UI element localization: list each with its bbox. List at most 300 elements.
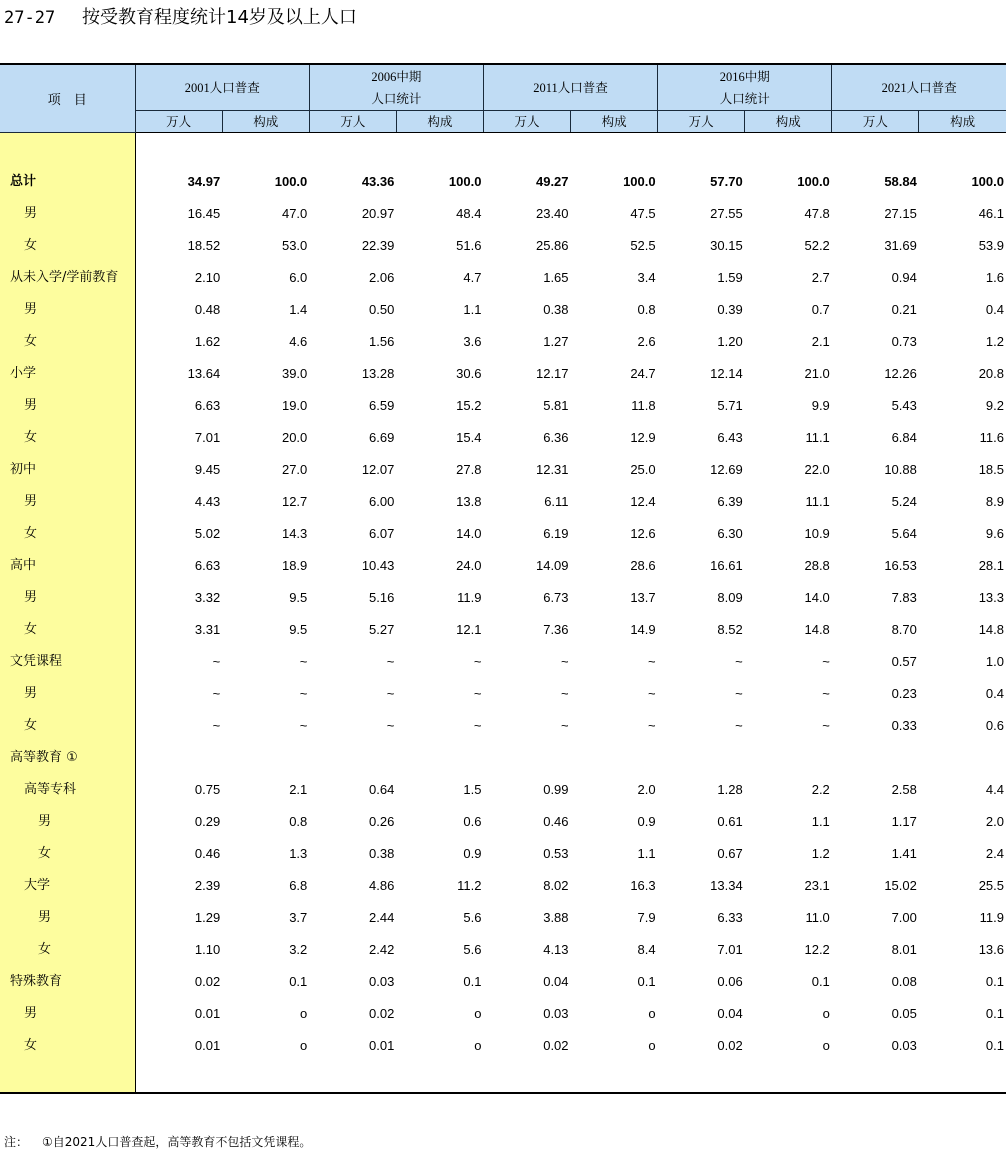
- share-value-cell: [396, 742, 483, 774]
- value-cell: [222, 1062, 309, 1093]
- group-header: [309, 64, 483, 111]
- population-value-cell: 0.48: [194, 302, 221, 317]
- population-value-cell: 6.59: [369, 398, 395, 413]
- population-value-cell: 8.01: [891, 942, 917, 957]
- population-value-cell: 1.29: [194, 910, 221, 925]
- population-value-cell: 4.43: [194, 494, 221, 509]
- share-value-cell: o: [474, 1006, 482, 1021]
- population-value-cell: 3.32: [194, 590, 221, 605]
- footnote-prefix: 注：: [4, 1135, 29, 1149]
- population-value-cell: 3.31: [194, 622, 221, 637]
- share-value-cell: 27.0: [281, 462, 308, 477]
- share-value-cell: 0.6: [985, 718, 1004, 733]
- population-value-cell: ~: [560, 654, 569, 669]
- population-value-cell: 6.69: [369, 430, 395, 445]
- sub-header-unit: 万人: [483, 111, 570, 133]
- row-label: 特殊教育: [0, 966, 135, 998]
- share-value-cell: 14.8: [978, 622, 1004, 637]
- table-row: [0, 518, 1006, 550]
- population-value-cell: 2.39: [194, 878, 221, 893]
- table-row: [0, 166, 1006, 198]
- row-label: 男: [0, 902, 135, 934]
- table-row: [0, 550, 1006, 582]
- population-value-cell: 5.43: [891, 398, 917, 413]
- share-value-cell: 6.8: [289, 878, 308, 893]
- population-value-cell: 58.84: [884, 174, 917, 189]
- table-row: [0, 806, 1006, 838]
- share-value-cell: 28.6: [630, 558, 656, 573]
- share-value-cell: 2.2: [811, 782, 830, 797]
- population-value-cell: ~: [386, 654, 395, 669]
- table-body: [0, 133, 1006, 1094]
- value-cell: [309, 1062, 396, 1093]
- population-value-cell: 1.41: [891, 846, 917, 861]
- row-label: 男: [0, 294, 135, 326]
- share-value-cell: 0.9: [463, 846, 482, 861]
- population-value-cell: 2.42: [369, 942, 395, 957]
- population-value-cell: 5.71: [717, 398, 743, 413]
- population-value-cell: 6.73: [543, 590, 569, 605]
- share-value-cell: 3.6: [463, 334, 482, 349]
- table-row: [0, 710, 1006, 742]
- value-cell: [832, 133, 919, 167]
- share-value-cell: 9.5: [289, 622, 308, 637]
- share-value-cell: [745, 742, 832, 774]
- share-value-cell: 100.0: [797, 174, 830, 189]
- share-value-cell: 1.1: [811, 814, 830, 829]
- share-value-cell: ~: [648, 654, 656, 669]
- share-value-cell: 18.9: [281, 558, 308, 573]
- share-value-cell: 0.1: [463, 974, 482, 989]
- table-row: [0, 998, 1006, 1030]
- row-label: 女: [0, 710, 135, 742]
- share-value-cell: 0.8: [289, 814, 308, 829]
- population-value-cell: 7.01: [717, 942, 743, 957]
- group-header-line1: 2001人口普查: [184, 80, 260, 95]
- population-value-cell: 0.04: [717, 1006, 743, 1021]
- population-value-cell: 2.06: [369, 270, 395, 285]
- value-cell: [658, 1062, 745, 1093]
- row-label: 男: [0, 582, 135, 614]
- share-value-cell: 100.0: [971, 174, 1004, 189]
- population-value-cell: ~: [735, 686, 743, 701]
- sub-header-share: 构成: [745, 111, 832, 133]
- share-value-cell: 53.0: [281, 238, 308, 253]
- share-value-cell: 100.0: [274, 174, 308, 189]
- population-value-cell: 27.15: [884, 206, 917, 221]
- share-value-cell: 9.5: [289, 590, 308, 605]
- population-value-cell: 6.33: [717, 910, 743, 925]
- share-value-cell: 47.0: [281, 206, 308, 221]
- share-value-cell: o: [822, 1006, 830, 1021]
- population-value-cell: 8.02: [543, 878, 569, 893]
- share-value-cell: 12.4: [630, 494, 656, 509]
- share-value-cell: 11.9: [457, 590, 482, 605]
- share-value-cell: 0.1: [637, 974, 656, 989]
- population-value-cell: 30.15: [710, 238, 743, 253]
- share-value-cell: 28.8: [804, 558, 830, 573]
- share-value-cell: [571, 742, 658, 774]
- share-value-cell: 20.8: [978, 366, 1004, 381]
- row-label: 高等教育 ①: [0, 742, 135, 774]
- population-value-cell: 1.28: [717, 782, 743, 797]
- row-label: 初中: [0, 454, 135, 486]
- group-header: [135, 64, 309, 111]
- share-value-cell: 2.4: [985, 846, 1004, 861]
- population-value-cell: 0.05: [891, 1006, 917, 1021]
- share-value-cell: 1.1: [637, 846, 656, 861]
- group-header-line1: 2006中期: [371, 69, 422, 84]
- share-value-cell: 21.0: [804, 366, 830, 381]
- table-row: [0, 582, 1006, 614]
- share-value-cell: 11.0: [805, 910, 830, 925]
- population-value-cell: 1.62: [194, 334, 221, 349]
- share-value-cell: o: [474, 1038, 482, 1053]
- share-value-cell: 52.2: [804, 238, 830, 253]
- population-value-cell: 1.59: [717, 270, 743, 285]
- table-row: [0, 262, 1006, 294]
- share-value-cell: 30.6: [456, 366, 482, 381]
- share-value-cell: 16.3: [630, 878, 656, 893]
- table-row: [0, 422, 1006, 454]
- population-value-cell: 12.69: [710, 462, 743, 477]
- table-row: [0, 486, 1006, 518]
- share-value-cell: 100.0: [448, 174, 482, 189]
- table-row: [0, 774, 1006, 806]
- population-value-cell: [658, 742, 745, 774]
- share-value-cell: 9.9: [811, 398, 830, 413]
- footnote: [4, 1133, 325, 1150]
- share-value-cell: 3.2: [289, 942, 308, 957]
- share-value-cell: 25.5: [978, 878, 1004, 893]
- row-label: 女: [0, 422, 135, 454]
- share-value-cell: 27.8: [456, 462, 482, 477]
- population-value-cell: 13.34: [710, 878, 743, 893]
- sub-header-share: 构成: [396, 111, 483, 133]
- share-value-cell: 0.4: [985, 302, 1004, 317]
- row-label: 女: [0, 614, 135, 646]
- population-value-cell: 0.02: [543, 1038, 569, 1053]
- row-label: 高等专科: [0, 774, 135, 806]
- group-header-line1: 2011人口普查: [533, 80, 608, 95]
- share-value-cell: 0.1: [985, 1038, 1004, 1053]
- population-value-cell: ~: [386, 686, 395, 701]
- population-value-cell: 6.19: [543, 526, 569, 541]
- value-cell: [919, 133, 1006, 167]
- share-value-cell: ~: [822, 686, 830, 701]
- share-value-cell: 10.9: [804, 526, 830, 541]
- share-value-cell: ~: [473, 686, 482, 701]
- share-value-cell: 52.5: [630, 238, 656, 253]
- share-value-cell: 46.1: [978, 206, 1004, 221]
- population-value-cell: 2.58: [891, 782, 917, 797]
- table-title-text: 按受教育程度统计14岁及以上人口: [82, 7, 357, 28]
- share-value-cell: 0.1: [985, 974, 1004, 989]
- population-value-cell: 5.02: [194, 526, 221, 541]
- population-value-cell: 23.40: [535, 206, 569, 221]
- item-header: 项 目: [0, 64, 135, 133]
- share-value-cell: 19.0: [281, 398, 308, 413]
- population-value-cell: 6.07: [369, 526, 395, 541]
- table-row: [0, 198, 1006, 230]
- share-value-cell: [919, 742, 1006, 774]
- population-value-cell: 15.02: [884, 878, 917, 893]
- share-value-cell: 11.6: [979, 430, 1004, 445]
- group-header: [658, 64, 832, 111]
- share-value-cell: ~: [299, 654, 308, 669]
- population-value-cell: 0.38: [543, 302, 569, 317]
- share-value-cell: 9.2: [985, 398, 1004, 413]
- table-row: [0, 390, 1006, 422]
- population-value-cell: 2.44: [369, 910, 395, 925]
- share-value-cell: 3.4: [637, 270, 656, 285]
- population-value-cell: 27.55: [710, 206, 743, 221]
- population-value-cell: 31.69: [884, 238, 917, 253]
- population-value-cell: 0.03: [891, 1038, 917, 1053]
- share-value-cell: 25.0: [630, 462, 656, 477]
- value-cell: [483, 1062, 570, 1093]
- population-value-cell: 0.73: [891, 334, 917, 349]
- value-cell: [745, 133, 832, 167]
- table-row: [0, 454, 1006, 486]
- sub-header-unit: 万人: [309, 111, 396, 133]
- population-value-cell: ~: [212, 718, 221, 733]
- population-value-cell: 0.29: [194, 814, 221, 829]
- population-value-cell: 5.81: [543, 398, 569, 413]
- sub-header-share: 构成: [919, 111, 1006, 133]
- population-value-cell: 0.64: [369, 782, 395, 797]
- population-value-cell: 0.02: [194, 974, 221, 989]
- share-value-cell: 11.8: [631, 398, 656, 413]
- share-value-cell: 0.1: [811, 974, 830, 989]
- population-value-cell: 7.83: [891, 590, 917, 605]
- share-value-cell: 39.0: [281, 366, 308, 381]
- population-value-cell: 0.01: [369, 1038, 395, 1053]
- group-header-line1: 2021人口普查: [881, 80, 957, 95]
- spacer-row: [0, 133, 1006, 167]
- population-value-cell: 3.88: [543, 910, 569, 925]
- population-value-cell: 0.94: [891, 270, 917, 285]
- population-value-cell: 0.04: [543, 974, 569, 989]
- sub-header-share: 构成: [571, 111, 658, 133]
- population-value-cell: 7.36: [543, 622, 569, 637]
- group-header: [832, 64, 1006, 111]
- group-header-line2: 人口统计: [371, 91, 422, 106]
- population-value-cell: 0.50: [369, 302, 395, 317]
- group-header: [483, 64, 657, 111]
- footnote-text: ①自2021人口普查起，高等教育不包括文凭课程。: [42, 1135, 312, 1149]
- share-value-cell: 100.0: [623, 174, 656, 189]
- share-value-cell: 4.4: [985, 782, 1004, 797]
- label-cell: [0, 1062, 135, 1093]
- table-row: [0, 678, 1006, 710]
- share-value-cell: ~: [822, 718, 830, 733]
- population-value-cell: 2.10: [194, 270, 221, 285]
- table-row: [0, 646, 1006, 678]
- table-row: [0, 902, 1006, 934]
- share-value-cell: 0.1: [289, 974, 308, 989]
- share-value-cell: 18.5: [978, 462, 1004, 477]
- share-value-cell: 0.8: [637, 302, 656, 317]
- row-label: 总计: [0, 166, 135, 198]
- table-row: [0, 614, 1006, 646]
- population-value-cell: 1.17: [891, 814, 917, 829]
- share-value-cell: [222, 742, 309, 774]
- population-value-cell: 12.17: [535, 366, 569, 381]
- share-value-cell: 4.6: [289, 334, 308, 349]
- value-cell: [919, 1062, 1006, 1093]
- table-row: [0, 934, 1006, 966]
- population-value-cell: 6.63: [194, 398, 221, 413]
- share-value-cell: 6.0: [289, 270, 308, 285]
- population-value-cell: 0.57: [891, 654, 917, 669]
- row-label: 女: [0, 838, 135, 870]
- value-cell: [309, 133, 396, 167]
- value-cell: [832, 1062, 919, 1093]
- row-label: 女: [0, 934, 135, 966]
- population-value-cell: ~: [560, 718, 569, 733]
- share-value-cell: 12.6: [630, 526, 656, 541]
- population-value-cell: 7.01: [194, 430, 221, 445]
- population-value-cell: 0.61: [717, 814, 743, 829]
- population-value-cell: 25.86: [535, 238, 569, 253]
- share-value-cell: 14.3: [281, 526, 308, 541]
- population-value-cell: 5.16: [369, 590, 395, 605]
- share-value-cell: 2.0: [985, 814, 1004, 829]
- share-value-cell: 13.8: [456, 494, 482, 509]
- share-value-cell: 1.2: [811, 846, 830, 861]
- share-value-cell: o: [648, 1038, 656, 1053]
- share-value-cell: 0.4: [985, 686, 1004, 701]
- population-value-cell: 0.26: [369, 814, 395, 829]
- value-cell: [135, 1062, 222, 1093]
- population-value-cell: ~: [212, 654, 221, 669]
- population-value-cell: 12.14: [710, 366, 743, 381]
- sub-header-share: 构成: [222, 111, 309, 133]
- share-value-cell: 53.9: [978, 238, 1004, 253]
- population-value-cell: 1.56: [369, 334, 395, 349]
- population-value-cell: 16.45: [187, 206, 221, 221]
- share-value-cell: 8.9: [985, 494, 1004, 509]
- population-value-cell: ~: [212, 686, 221, 701]
- population-value-cell: 1.65: [543, 270, 569, 285]
- share-value-cell: 1.5: [463, 782, 482, 797]
- share-value-cell: 11.9: [979, 910, 1004, 925]
- population-value-cell: 20.97: [361, 206, 395, 221]
- population-value-cell: 6.43: [717, 430, 743, 445]
- share-value-cell: 2.1: [289, 782, 308, 797]
- share-value-cell: 12.1: [456, 622, 482, 637]
- population-value-cell: 34.97: [187, 174, 221, 189]
- population-value-cell: 5.64: [891, 526, 917, 541]
- row-label: 女: [0, 518, 135, 550]
- share-value-cell: 23.1: [804, 878, 830, 893]
- population-value-cell: 8.09: [717, 590, 743, 605]
- share-value-cell: ~: [299, 718, 308, 733]
- table-row: [0, 326, 1006, 358]
- share-value-cell: 12.9: [630, 430, 656, 445]
- population-value-cell: 9.45: [194, 462, 221, 477]
- population-value-cell: 0.08: [891, 974, 917, 989]
- table-row: [0, 230, 1006, 262]
- value-cell: [483, 133, 570, 167]
- statistics-table-container: [0, 63, 1006, 1094]
- population-value-cell: 18.52: [187, 238, 221, 253]
- population-value-cell: 0.01: [194, 1006, 221, 1021]
- share-value-cell: ~: [299, 686, 308, 701]
- population-value-cell: 14.09: [535, 558, 569, 573]
- share-value-cell: 9.6: [985, 526, 1004, 541]
- share-value-cell: o: [648, 1006, 656, 1021]
- share-value-cell: o: [300, 1038, 308, 1053]
- population-value-cell: 6.84: [891, 430, 917, 445]
- table-row: [0, 966, 1006, 998]
- population-value-cell: 6.39: [717, 494, 743, 509]
- table-row: [0, 358, 1006, 390]
- share-value-cell: 7.9: [637, 910, 656, 925]
- row-label: 女: [0, 1030, 135, 1062]
- share-value-cell: 3.7: [289, 910, 308, 925]
- share-value-cell: ~: [473, 654, 482, 669]
- row-label: 从未入学/学前教育: [0, 262, 135, 294]
- population-value-cell: 1.20: [717, 334, 743, 349]
- share-value-cell: ~: [648, 718, 656, 733]
- population-value-cell: [483, 742, 570, 774]
- population-value-cell: 4.86: [369, 878, 395, 893]
- row-label: 男: [0, 198, 135, 230]
- table-row: [0, 1030, 1006, 1062]
- population-value-cell: 5.24: [891, 494, 917, 509]
- row-label: 男: [0, 678, 135, 710]
- share-value-cell: o: [300, 1006, 308, 1021]
- share-value-cell: 1.4: [289, 302, 308, 317]
- share-value-cell: 5.6: [463, 942, 482, 957]
- population-value-cell: 0.46: [543, 814, 569, 829]
- share-value-cell: 47.8: [804, 206, 830, 221]
- sub-header-unit: 万人: [658, 111, 745, 133]
- population-value-cell: 8.52: [717, 622, 743, 637]
- share-value-cell: 1.1: [463, 302, 482, 317]
- population-value-cell: 16.53: [884, 558, 917, 573]
- population-value-cell: 0.75: [194, 782, 221, 797]
- population-value-cell: 43.36: [361, 174, 395, 189]
- statistics-table: [0, 63, 1006, 1094]
- population-value-cell: 0.38: [369, 846, 395, 861]
- population-value-cell: 1.10: [194, 942, 221, 957]
- value-cell: [745, 1062, 832, 1093]
- share-value-cell: 48.4: [456, 206, 482, 221]
- share-value-cell: 2.0: [637, 782, 656, 797]
- table-row: [0, 294, 1006, 326]
- share-value-cell: 47.5: [630, 206, 656, 221]
- value-cell: [571, 1062, 658, 1093]
- population-value-cell: 0.21: [891, 302, 917, 317]
- row-label: 男: [0, 486, 135, 518]
- share-value-cell: 22.0: [804, 462, 830, 477]
- row-label: 女: [0, 326, 135, 358]
- population-value-cell: 13.28: [361, 366, 395, 381]
- sub-header-unit: 万人: [135, 111, 222, 133]
- share-value-cell: 1.0: [985, 654, 1004, 669]
- value-cell: [571, 133, 658, 167]
- population-value-cell: 0.39: [717, 302, 743, 317]
- population-value-cell: 1.27: [543, 334, 569, 349]
- value-cell: [222, 133, 309, 167]
- share-value-cell: ~: [822, 654, 830, 669]
- share-value-cell: 20.0: [281, 430, 308, 445]
- share-value-cell: 2.7: [811, 270, 830, 285]
- share-value-cell: 11.1: [805, 430, 830, 445]
